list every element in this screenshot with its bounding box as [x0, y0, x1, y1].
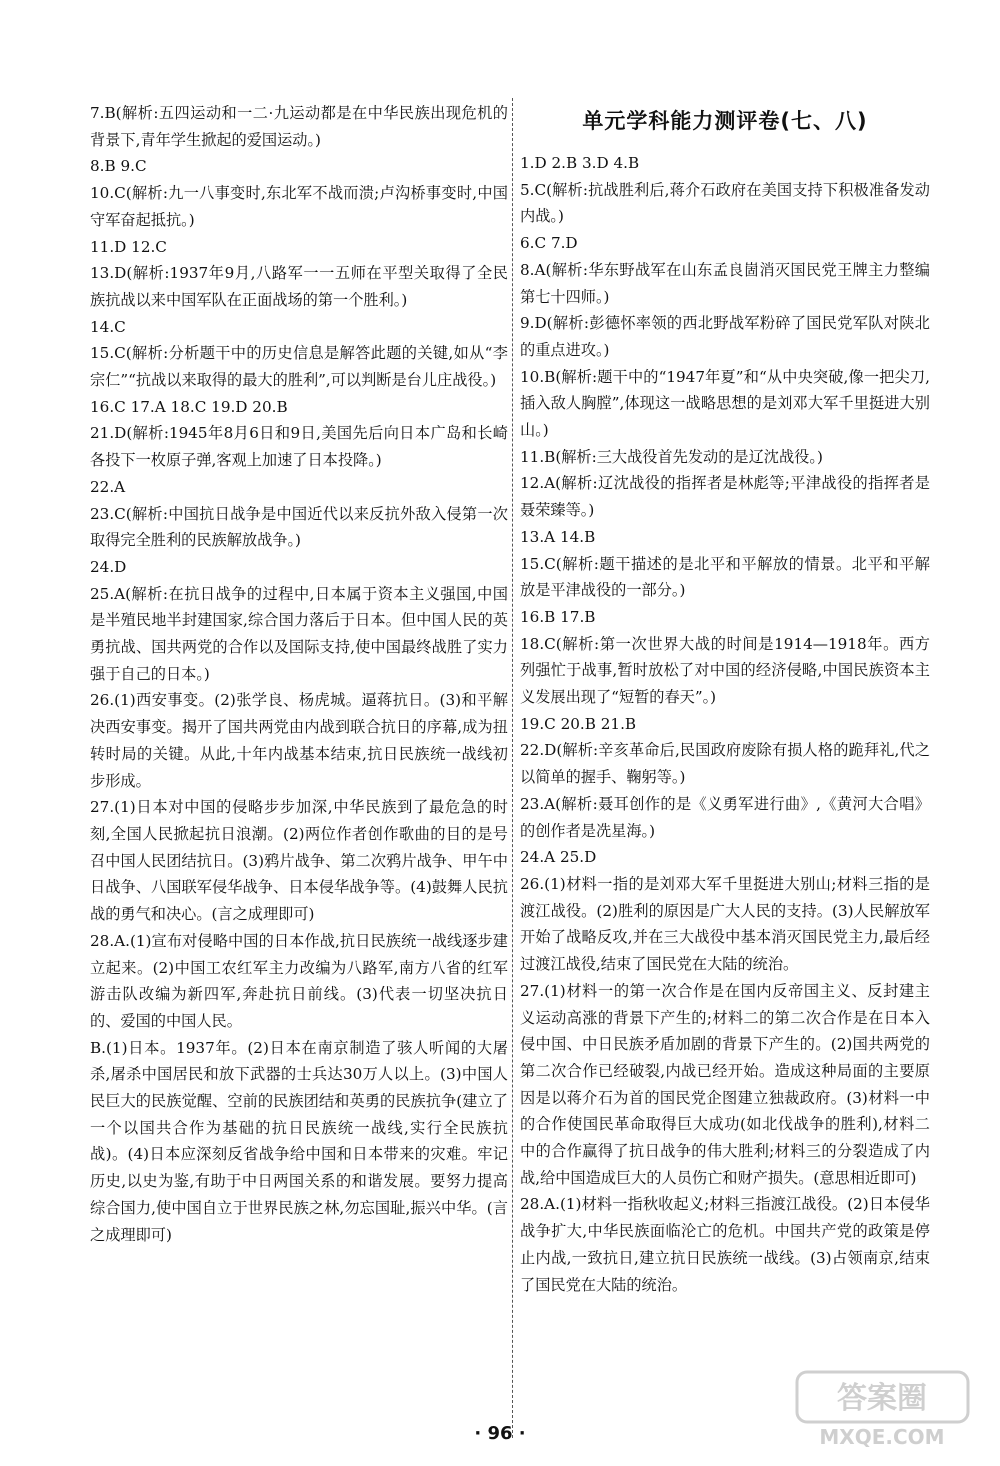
- answer-item: 14.C: [90, 317, 126, 336]
- answer-item: 23.A(解析:聂耳创作的是《义勇军进行曲》,《黄河大合唱》的创作者是冼星海。): [520, 794, 930, 840]
- answer-item: 5.C(解析:抗战胜利后,蒋介石政府在美国支持下积极准备发动内战。): [520, 180, 930, 226]
- answer-item: 27.(1)材料一的第一次合作是在国内反帝国主义、反封建主义运动高涨的背景下产生的;材料二的第二次合作是在日本入侵中国、中日民族矛盾加剧的背景下产生的。(2)国共两党的第二次合作已经破裂,内战已经开始。造成这种局面的主要原因是以蒋介石为首的国民党企图建立独裁政府。(3)材料一中的合作使国民革命取得巨大成功(如北伐战争的胜利),材料二中的合作赢得了抗日战争的伟大胜利;材料三的分裂造成了内战,给中国造成巨大的人员伤亡和财产损失。(意思相近即可): [520, 981, 930, 1187]
- answer-item: 15.C(解析:题干描述的是北平和平解放的情景。北平和平解放是平津战役的一部分。): [520, 554, 930, 600]
- answer-item: 8.A(解析:华东野战军在山东孟良崮消灭国民党王牌主力整编第七十四师。): [520, 260, 930, 306]
- answer-item: 15.C(解析:分析题干中的历史信息是解答此题的关键,如从“李宗仁”“抗战以来取得的最大的胜利”,可以判断是台儿庄战役。): [90, 344, 508, 390]
- watermark-text: 答案圈: [837, 1381, 927, 1416]
- answer-item: 22.A: [90, 477, 126, 496]
- answer-item: 22.D(解析:辛亥革命后,民国政府废除有损人格的跪拜礼,代之以简单的握手、鞠躬等。): [520, 741, 930, 787]
- answer-item: 10.B(解析:题干中的“1947年夏”和“从中央突破,像一把尖刀,插入敌人胸膛”,体现这一战略思想的是刘邓大军千里挺进大别山。): [520, 367, 930, 440]
- answer-item: 27.(1)日本对中国的侵略步步加深,中华民族到了最危急的时刻,全国人民掀起抗日浪潮。(2)两位作者创作歌曲的目的是号召中国人民团结抗日。(3)鸦片战争、第二次鸦片战争、甲午中日战争、八国联军侵华战争、日本侵华战争等。(4)鼓舞人民抗战的勇气和决心。(言之成理即可): [90, 798, 508, 924]
- watermark-url: MXQE.COM: [819, 1425, 945, 1449]
- answer-item: 21.D(解析:1945年8月6日和9日,美国先后向日本广岛和长崎各投下一枚原子弹,客观上加速了日本投降。): [90, 424, 508, 470]
- answer-item: 24.A 25.D: [520, 848, 597, 867]
- answer-item: 16.B 17.B: [520, 607, 596, 626]
- section-title: 单元学科能力测评卷(七、八): [582, 109, 868, 133]
- answer-item: 9.D(解析:彭德怀率领的西北野战军粉碎了国民党军队对陕北的重点进攻。): [520, 314, 930, 359]
- answer-item: 6.C 7.D: [520, 234, 578, 253]
- answer-item: 13.D(解析:1937年9月,八路军一一五师在平型关取得了全民族抗战以来中国军队在正面战场的第一个胜利。): [90, 264, 508, 309]
- answer-item: 7.B(解析:五四运动和一二·九运动都是在中华民族出现危机的背景下,青年学生掀起的爱国运动。): [90, 104, 508, 149]
- answer-item: 10.C(解析:九一八事变时,东北军不战而溃;卢沟桥事变时,中国守军奋起抵抗。): [90, 184, 508, 229]
- watermark-logo: [795, 1370, 970, 1450]
- right-column: [520, 100, 930, 1298]
- answer-item: 26.(1)西安事变。(2)张学良、杨虎城。逼蒋抗日。(3)和平解决西安事变。揭开了国共两党由内战到联合抗日的序幕,成为扭转时局的关键。从此,十年内战基本结束,抗日民族统一战线初步形成。: [90, 691, 508, 790]
- answer-item: 11.D 12.C: [90, 237, 167, 256]
- left-column: [90, 100, 508, 1248]
- answer-item: 8.B 9.C: [90, 157, 147, 176]
- answer-item: 13.A 14.B: [520, 527, 596, 546]
- answer-item: 26.(1)材料一指的是刘邓大军千里挺进大别山;材料三指的是渡江战役。(2)胜利的原因是广大人民的支持。(3)人民解放军开始了战略反攻,并在三大战役中基本消灭国民党主力,最后经过渡江战役,结束了国民党在大陆的统治。: [520, 874, 930, 974]
- answer-item: 19.C 20.B 21.B: [520, 714, 637, 733]
- answer-item: 25.A(解析:在抗日战争的过程中,日本属于资本主义强国,中国是半殖民地半封建国家,综合国力落后于日本。但中国人民的英勇抗战、国共两党的合作以及国际支持,使中国最终战胜了实力强于自己的日本。): [90, 584, 508, 683]
- answer-item: 28.A.(1)材料一指秋收起义;材料三指渡江战役。(2)日本侵华战争扩大,中华民族面临沦亡的危机。中国共产党的政策是停止内战,一致抗日,建立抗日民族统一战线。(3)占领南京,结束了国民党在大陆的统治。: [520, 1195, 930, 1294]
- page-number: · 96 ·: [474, 1423, 526, 1444]
- answer-item: 11.B(解析:三大战役首先发动的是辽沈战役。): [520, 447, 823, 466]
- answer-item: 18.C(解析:第一次世界大战的时间是1914—1918年。西方列强忙于战事,暂时放松了对中国的经济侵略,中国民族资本主义发展出现了“短暂的春天”。): [520, 634, 930, 707]
- answer-item: 1.D 2.B 3.D 4.B: [520, 154, 640, 172]
- answer-item: 23.C(解析:中国抗日战争是中国近代以来反抗外敌入侵第一次取得完全胜利的民族解放战争。): [90, 504, 508, 550]
- answer-item: 16.C 17.A 18.C 19.D 20.B: [90, 397, 288, 416]
- answer-item: 28.A.(1)宣布对侵略中国的日本作战,抗日民族统一战线逐步建立起来。(2)中国工农红军主力改编为八路军,南方八省的红军游击队改编为新四军,奔赴抗日前线。(3)代表一切坚决抗日的、爱国的中国人民。: [90, 931, 508, 1030]
- answer-item: 12.A(解析:辽沈战役的指挥者是林彪等;平津战役的指挥者是聂荣臻等。): [520, 474, 930, 520]
- answer-item: B.(1)日本。1937年。(2)日本在南京制造了骇人听闻的大屠杀,屠杀中国居民和放下武器的士兵达30万人以上。(3)中国人民巨大的民族觉醒、空前的民族团结和英勇的民族抗争(建立了一个以国共合作为基础的抗日民族统一战线,实行全民族抗战)。(4)日本应深刻反省战争给中国和日本带来的灾难。牢记历史,以史为鉴,有助于中日两国关系的和谐发展。要努力提高综合国力,使中国自立于世界民族之林,勿忘国耻,振兴中华。(言之成理即可): [90, 1038, 508, 1244]
- column-divider: [512, 98, 513, 1438]
- answer-item: 24.D: [90, 557, 127, 576]
